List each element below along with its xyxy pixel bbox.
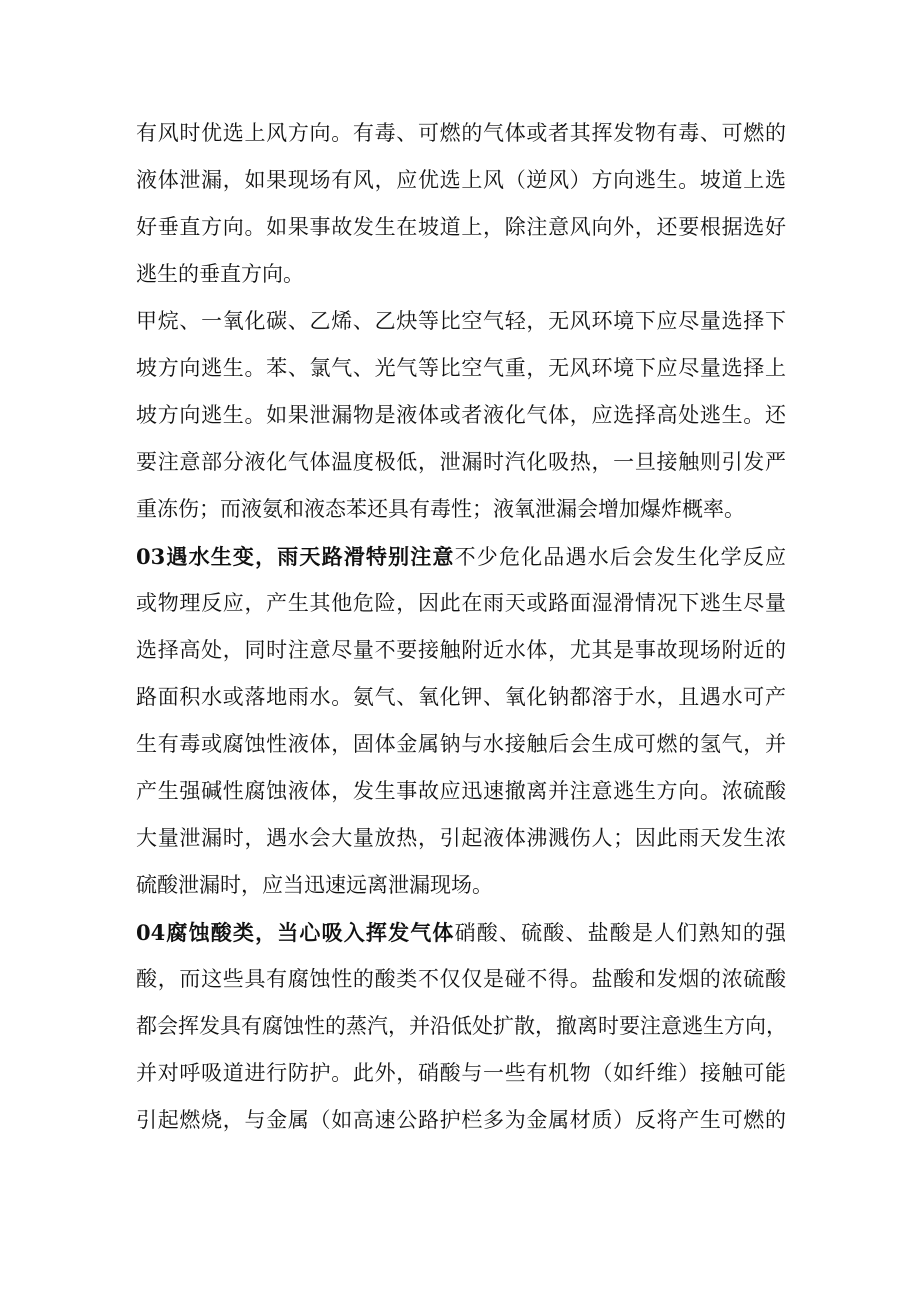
paragraph-corrosive-acids [136, 909, 786, 1144]
text-line [136, 533, 786, 580]
text-line: 选择高处，同时注意尽量不要接触附近水体，尤其是事故现场附近的 [136, 638, 786, 662]
text-line: 都会挥发具有腐蚀性的蒸汽，并沿低处扩散，撤离时要注意逃生方向， [136, 1014, 787, 1038]
text-line: 或物理反应，产生其他危险，因此在雨天或路面湿滑情况下逃生尽量 [136, 591, 786, 615]
section-heading-04: 04腐蚀酸类，当心吸入挥发气体 [136, 920, 455, 945]
text-line: 要注意部分液化气体温度极低，泄漏时汽化吸热，一旦接触则引发严 [136, 450, 786, 474]
text-line: 引起燃烧，与金属（如高速公路护栏多为金属材质）反将产生可燃的 [136, 1108, 786, 1132]
paragraph-wind-direction [136, 110, 786, 298]
text-line: 生有毒或腐蚀性液体，固体金属钠与水接触后会生成可燃的氢气，并 [136, 732, 786, 756]
text-line: 重冻伤；而液氨和液态苯还具有毒性；液氧泄漏会增加爆炸概率。 [136, 497, 745, 521]
text-line: 逃生的垂直方向。 [136, 262, 304, 286]
text-line [136, 909, 786, 956]
paragraph-water-reaction [136, 533, 786, 909]
document-body [136, 110, 786, 1144]
text-line: 硫酸泄漏时，应当迅速远离泄漏现场。 [136, 873, 493, 897]
text-line: 酸，而这些具有腐蚀性的酸类不仅仅是碰不得。盐酸和发烟的浓硫酸 [136, 967, 786, 991]
text-line: 有风时优选上风方向。有毒、可燃的气体或者其挥发物有毒、可燃的 [136, 121, 786, 145]
paragraph-gas-density [136, 298, 786, 533]
text-line: 并对呼吸道进行防护。此外，硝酸与一些有机物（如纤维）接触可能 [136, 1061, 786, 1085]
text-line: 大量泄漏时，遇水会大量放热，引起液体沸溅伤人；因此雨天发生浓 [136, 826, 786, 850]
section-heading-03: 03遇水生变，雨天路滑特别注意 [136, 544, 455, 569]
text-line: 坡方向逃生。苯、氯气、光气等比空气重，无风环境下应尽量选择上 [136, 356, 786, 380]
text-line: 好垂直方向。如果事故发生在坡道上，除注意风向外，还要根据选好 [136, 215, 786, 239]
text-line: 液体泄漏，如果现场有风，应优选上风（逆风）方向逃生。坡道上选 [136, 168, 786, 192]
text-line: 产生强碱性腐蚀液体，发生事故应迅速撤离并注意逃生方向。浓硫酸 [136, 779, 786, 803]
text-line: 坡方向逃生。如果泄漏物是液体或者液化气体，应选择高处逃生。还 [136, 403, 786, 427]
text-run: 不少危化品遇水后会发生化学反应 [454, 545, 786, 569]
text-line: 路面积水或落地雨水。氨气、氧化钾、氧化钠都溶于水，且遇水可产 [136, 685, 786, 709]
text-run: 硝酸、硫酸、盐酸是人们熟知的强 [454, 921, 786, 945]
text-line: 甲烷、一氧化碳、乙烯、乙炔等比空气轻，无风环境下应尽量选择下 [136, 309, 786, 333]
